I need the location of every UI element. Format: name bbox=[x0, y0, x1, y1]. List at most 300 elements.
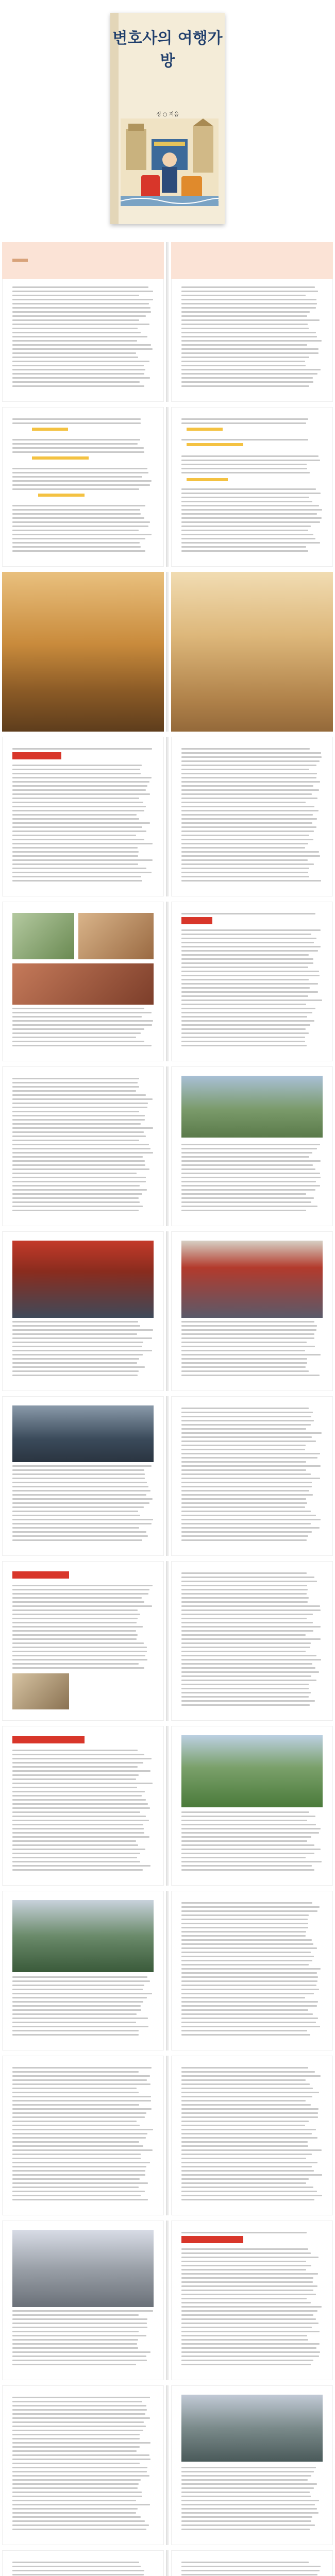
text-line bbox=[12, 2339, 138, 2341]
text-line bbox=[181, 2261, 306, 2262]
text-line bbox=[12, 295, 139, 296]
text-line bbox=[181, 377, 313, 379]
text-line bbox=[181, 2191, 317, 2192]
text-line bbox=[181, 1902, 312, 1904]
text-line bbox=[181, 526, 311, 527]
page-left bbox=[2, 2385, 164, 2545]
text-line bbox=[181, 1024, 310, 1026]
text-line bbox=[181, 1976, 318, 1978]
text-line bbox=[181, 1177, 321, 1178]
text-line bbox=[181, 777, 316, 778]
text-line bbox=[12, 2318, 147, 2320]
text-line bbox=[181, 798, 317, 799]
text-line bbox=[181, 1519, 321, 1520]
text-line bbox=[12, 2026, 148, 2027]
text-line bbox=[12, 1181, 146, 1182]
page-right bbox=[171, 242, 333, 402]
text-line bbox=[12, 1078, 139, 1079]
text-line bbox=[12, 505, 145, 506]
text-line bbox=[181, 2187, 313, 2188]
text-line bbox=[12, 1321, 138, 1323]
text-line bbox=[12, 2566, 141, 2567]
text-line bbox=[12, 1585, 153, 1586]
text-line bbox=[181, 938, 316, 939]
text-line bbox=[181, 1671, 319, 1673]
text-line bbox=[12, 2421, 144, 2423]
text-line bbox=[12, 2562, 139, 2563]
text-line bbox=[12, 1482, 147, 1483]
text-line bbox=[181, 1989, 319, 1990]
text-line bbox=[181, 2013, 313, 2015]
text-line bbox=[12, 880, 142, 882]
text-line bbox=[12, 2479, 141, 2481]
text-line bbox=[12, 1609, 138, 1611]
text-line bbox=[181, 2232, 307, 2233]
text-line bbox=[181, 1622, 313, 1623]
text-line bbox=[12, 2405, 146, 2406]
text-line bbox=[12, 538, 145, 539]
text-line bbox=[181, 1144, 320, 1145]
text-line bbox=[12, 1136, 146, 1137]
text-line bbox=[181, 497, 309, 498]
text-line bbox=[12, 2182, 148, 2184]
spread-preface bbox=[0, 242, 335, 402]
text-line bbox=[181, 859, 308, 861]
text-line bbox=[12, 1375, 138, 1376]
text-line bbox=[12, 859, 153, 861]
text-line bbox=[181, 1375, 320, 1376]
text-line bbox=[12, 1754, 144, 1755]
text-line bbox=[12, 517, 144, 519]
text-line bbox=[12, 1795, 142, 1797]
spread-text-4 bbox=[0, 2550, 335, 2576]
text-line bbox=[181, 2174, 322, 2176]
text-line bbox=[181, 1329, 316, 1331]
text-line bbox=[12, 1346, 142, 1347]
text-line bbox=[181, 2133, 312, 2134]
text-line bbox=[12, 509, 140, 511]
text-line bbox=[181, 1449, 305, 1450]
text-line bbox=[181, 2162, 317, 2163]
text-line bbox=[181, 2079, 306, 2081]
text-line bbox=[181, 1432, 322, 1434]
text-line bbox=[181, 2355, 319, 2357]
text-line bbox=[181, 315, 307, 317]
text-line bbox=[12, 365, 144, 366]
text-line bbox=[181, 344, 307, 346]
text-line bbox=[181, 2277, 313, 2279]
text-line bbox=[12, 2030, 139, 2031]
text-line bbox=[12, 2162, 150, 2163]
text-line bbox=[12, 1511, 138, 1512]
page-left bbox=[2, 2550, 164, 2576]
text-line bbox=[12, 1008, 144, 1009]
text-line bbox=[181, 2121, 309, 2122]
text-line bbox=[12, 328, 138, 329]
text-line bbox=[12, 1787, 137, 1788]
text-line bbox=[12, 1206, 143, 1207]
text-line bbox=[181, 303, 317, 304]
text-line bbox=[12, 810, 144, 811]
text-line bbox=[12, 876, 141, 877]
text-line bbox=[181, 760, 320, 762]
text-line bbox=[181, 464, 307, 465]
text-line bbox=[181, 954, 309, 956]
spread-photos-1 bbox=[0, 902, 335, 1061]
text-line bbox=[181, 1045, 307, 1046]
photo bbox=[12, 1405, 154, 1462]
text-line bbox=[12, 1024, 152, 1026]
text-line bbox=[181, 929, 321, 931]
text-line bbox=[12, 1115, 145, 1116]
page-right bbox=[171, 2550, 333, 2576]
text-line bbox=[12, 1605, 152, 1607]
text-line bbox=[12, 2145, 143, 2147]
spread-photos-4 bbox=[0, 1396, 335, 1556]
text-line bbox=[181, 1651, 306, 1652]
text-line bbox=[181, 2257, 319, 2258]
text-line bbox=[12, 1531, 146, 1533]
text-line bbox=[181, 513, 317, 515]
text-line bbox=[181, 1642, 311, 1644]
text-line bbox=[12, 2364, 136, 2365]
text-line bbox=[181, 950, 318, 952]
text-line bbox=[181, 1589, 308, 1590]
text-line bbox=[181, 756, 322, 758]
page-left bbox=[2, 902, 164, 1061]
text-line bbox=[181, 1597, 309, 1599]
text-line bbox=[12, 2096, 151, 2097]
text-line bbox=[181, 2030, 307, 2031]
text-line bbox=[181, 340, 322, 342]
text-line bbox=[181, 311, 310, 313]
text-line bbox=[181, 1618, 307, 1619]
text-line bbox=[12, 1465, 152, 1467]
text-line bbox=[12, 1618, 138, 1619]
spread-chapter-opener bbox=[0, 572, 335, 732]
text-line bbox=[12, 1857, 137, 1858]
text-line bbox=[181, 1985, 316, 1986]
text-line bbox=[181, 2026, 320, 2027]
text-line bbox=[181, 2269, 306, 2270]
text-line bbox=[12, 1173, 137, 1174]
photo bbox=[181, 1241, 323, 1318]
text-line bbox=[181, 2318, 316, 2320]
text-line bbox=[181, 1346, 315, 1347]
text-line bbox=[181, 934, 311, 935]
text-line bbox=[181, 1428, 306, 1430]
page-right bbox=[171, 2385, 333, 2545]
page-right bbox=[171, 737, 333, 896]
text-line bbox=[181, 971, 319, 972]
text-line bbox=[181, 1325, 317, 1327]
text-line bbox=[12, 785, 147, 787]
text-line bbox=[12, 1601, 144, 1603]
text-line bbox=[12, 2141, 139, 2143]
text-line bbox=[12, 1490, 150, 1492]
text-line bbox=[12, 1651, 147, 1652]
text-line bbox=[181, 1210, 306, 1211]
text-line bbox=[12, 468, 147, 469]
spread-text-2 bbox=[0, 1561, 335, 1721]
text-line bbox=[181, 1853, 314, 1854]
text-line bbox=[12, 2355, 146, 2357]
text-line bbox=[12, 1523, 152, 1524]
text-line bbox=[181, 1980, 317, 1982]
text-line bbox=[12, 822, 150, 824]
spread-text-1 bbox=[0, 737, 335, 896]
text-line bbox=[12, 1354, 143, 1355]
text-line bbox=[12, 2438, 140, 2439]
text-line bbox=[181, 2310, 317, 2312]
book-cover bbox=[110, 13, 225, 224]
text-line bbox=[12, 2430, 143, 2431]
text-line bbox=[181, 2475, 311, 2477]
text-line bbox=[12, 1123, 141, 1125]
text-line bbox=[181, 336, 317, 337]
text-line bbox=[181, 468, 307, 469]
text-line bbox=[12, 336, 147, 337]
text-line bbox=[181, 2574, 317, 2575]
text-line bbox=[12, 2496, 142, 2497]
page-left bbox=[2, 1066, 164, 1226]
text-line bbox=[12, 2471, 147, 2472]
text-line bbox=[181, 1156, 309, 1158]
text-line bbox=[12, 826, 142, 828]
text-line bbox=[12, 1770, 150, 1772]
text-line bbox=[181, 818, 317, 820]
text-line bbox=[181, 1688, 309, 1689]
text-line bbox=[12, 324, 149, 325]
text-line bbox=[181, 1684, 309, 1685]
text-line bbox=[181, 385, 309, 387]
text-line bbox=[12, 2199, 148, 2200]
text-line bbox=[181, 1152, 312, 1154]
text-line bbox=[12, 1832, 144, 1834]
text-line bbox=[12, 2520, 145, 2522]
text-line bbox=[181, 2492, 310, 2493]
text-line bbox=[12, 550, 145, 552]
text-line bbox=[12, 1156, 143, 1158]
text-line bbox=[181, 1572, 307, 1574]
text-line bbox=[12, 2483, 139, 2485]
page-left bbox=[2, 2056, 164, 2215]
photo bbox=[181, 1076, 323, 1138]
text-line bbox=[12, 2083, 150, 2085]
text-line bbox=[12, 1597, 142, 1599]
page-right bbox=[171, 1726, 333, 1886]
text-line bbox=[12, 1853, 140, 1854]
text-line bbox=[181, 460, 320, 461]
text-line bbox=[12, 793, 150, 795]
text-line bbox=[181, 1342, 307, 1343]
text-line bbox=[181, 2104, 311, 2106]
text-line bbox=[12, 2088, 137, 2089]
book-title: 변호사의 여행가방 bbox=[112, 29, 223, 70]
text-line bbox=[181, 1465, 321, 1467]
text-line bbox=[181, 822, 312, 824]
text-line bbox=[181, 1412, 313, 1413]
text-line bbox=[12, 1816, 146, 1817]
text-line bbox=[12, 1193, 142, 1195]
text-line bbox=[12, 1189, 147, 1191]
text-line bbox=[181, 2129, 316, 2130]
text-line bbox=[12, 2570, 144, 2571]
text-line bbox=[12, 447, 144, 449]
text-line bbox=[181, 2022, 316, 2023]
photo bbox=[78, 913, 154, 959]
photo bbox=[12, 913, 74, 959]
text-line bbox=[12, 1655, 145, 1656]
text-line bbox=[12, 2034, 139, 2036]
text-line bbox=[181, 868, 309, 869]
text-line bbox=[12, 1844, 138, 1846]
text-line bbox=[181, 2071, 315, 2073]
text-line bbox=[12, 1762, 143, 1764]
text-line bbox=[12, 2397, 150, 2398]
text-line bbox=[181, 2504, 315, 2505]
text-line bbox=[12, 1325, 140, 1327]
text-line bbox=[12, 1197, 139, 1199]
text-line bbox=[181, 2508, 317, 2510]
text-line bbox=[12, 369, 145, 370]
text-line bbox=[181, 1605, 320, 1607]
text-line bbox=[12, 839, 144, 840]
text-line bbox=[181, 418, 308, 420]
text-line bbox=[12, 1527, 139, 1529]
text-line bbox=[181, 291, 318, 292]
spread-photos-3 bbox=[0, 1231, 335, 1391]
text-line bbox=[181, 1012, 312, 1013]
text-line bbox=[12, 2475, 149, 2477]
text-line bbox=[181, 505, 319, 506]
text-line bbox=[181, 1333, 314, 1335]
text-line bbox=[181, 1811, 309, 1813]
text-line bbox=[181, 2096, 312, 2097]
text-line bbox=[181, 501, 312, 502]
text-line bbox=[12, 476, 142, 478]
text-line bbox=[181, 958, 313, 960]
text-line bbox=[181, 802, 306, 803]
text-line bbox=[181, 2471, 314, 2472]
text-line bbox=[181, 1659, 321, 1660]
page-right bbox=[171, 2221, 333, 2380]
text-line bbox=[181, 1440, 316, 1442]
text-line bbox=[181, 2351, 320, 2353]
text-line bbox=[12, 2121, 137, 2122]
text-line bbox=[181, 1494, 313, 1496]
text-line bbox=[12, 1152, 153, 1154]
text-line bbox=[12, 542, 140, 544]
text-line bbox=[181, 967, 308, 968]
photo bbox=[12, 1900, 154, 1972]
text-line bbox=[12, 307, 150, 309]
text-line bbox=[12, 488, 139, 490]
text-line bbox=[181, 983, 318, 985]
text-line bbox=[12, 2154, 141, 2155]
text-line bbox=[12, 2351, 150, 2353]
text-line bbox=[181, 2141, 308, 2143]
text-line bbox=[12, 1778, 136, 1780]
text-line bbox=[181, 2323, 319, 2324]
text-line bbox=[12, 1177, 146, 1178]
text-line bbox=[181, 1634, 306, 1636]
text-line bbox=[181, 1502, 307, 1504]
text-line bbox=[12, 1861, 140, 1862]
photo bbox=[181, 2395, 323, 2462]
photo bbox=[12, 1241, 154, 1318]
text-line bbox=[12, 765, 142, 766]
text-line bbox=[181, 1931, 306, 1933]
text-line bbox=[12, 2529, 146, 2530]
text-line bbox=[12, 1160, 145, 1162]
text-line bbox=[181, 1626, 321, 1628]
text-line bbox=[181, 1663, 312, 1665]
text-line bbox=[181, 995, 308, 997]
spread-photos-5 bbox=[0, 1726, 335, 1886]
text-line bbox=[181, 286, 315, 288]
text-line bbox=[12, 1799, 146, 1801]
text-line bbox=[12, 2022, 136, 2023]
text-line bbox=[181, 2306, 322, 2308]
text-line bbox=[12, 2413, 145, 2415]
text-line bbox=[181, 2294, 316, 2295]
text-line bbox=[181, 1197, 314, 1199]
text-line bbox=[12, 2524, 149, 2526]
text-line bbox=[181, 1832, 319, 1834]
text-line bbox=[12, 2178, 140, 2180]
text-line bbox=[12, 2323, 147, 2324]
text-line bbox=[12, 546, 141, 548]
text-line bbox=[12, 1849, 145, 1850]
page-right bbox=[171, 2056, 333, 2215]
text-line bbox=[181, 1321, 314, 1323]
text-line bbox=[181, 1004, 306, 1005]
text-line bbox=[12, 352, 136, 354]
text-line bbox=[12, 2112, 146, 2114]
text-line bbox=[12, 2166, 146, 2167]
text-line bbox=[181, 1527, 320, 1529]
text-line bbox=[181, 1935, 306, 1937]
text-line bbox=[181, 381, 313, 383]
text-line bbox=[181, 1201, 311, 1203]
text-line bbox=[12, 2347, 138, 2349]
text-line bbox=[181, 847, 305, 849]
text-line bbox=[181, 851, 319, 853]
text-line bbox=[12, 1486, 148, 1487]
text-line bbox=[181, 1943, 313, 1945]
text-line bbox=[12, 451, 144, 453]
text-line bbox=[12, 2067, 152, 2069]
text-line bbox=[181, 319, 320, 321]
text-line bbox=[12, 2516, 141, 2518]
text-line bbox=[181, 530, 308, 531]
text-line bbox=[12, 1828, 144, 1829]
text-line bbox=[12, 1358, 139, 1360]
text-line bbox=[181, 826, 316, 828]
text-line bbox=[181, 1638, 321, 1640]
text-line bbox=[181, 2001, 318, 2003]
text-line bbox=[181, 1704, 310, 1706]
text-line bbox=[12, 798, 139, 799]
page-right bbox=[171, 902, 333, 1061]
text-line bbox=[12, 2504, 150, 2505]
text-line bbox=[12, 1041, 144, 1042]
text-line bbox=[12, 802, 143, 803]
text-line bbox=[181, 793, 312, 795]
text-line bbox=[12, 2170, 145, 2172]
text-line bbox=[181, 1960, 312, 1961]
